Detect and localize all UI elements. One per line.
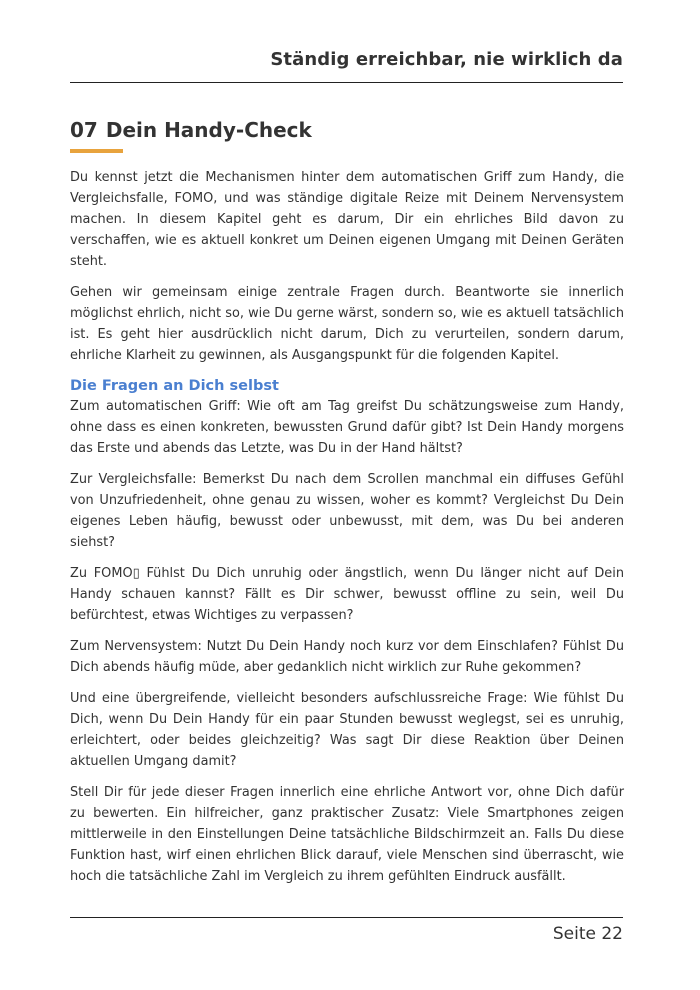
question-paragraph: Zum Nervensystem: Nutzt Du Dein Handy noch kurz vor dem Einschlafen? Fühlst Du Dich abends häufig müde, aber gedanklich nicht wirklich zur Ruhe gekommen? xyxy=(70,639,624,675)
chapter-number: 07 xyxy=(70,118,98,142)
chapter-title xyxy=(70,118,312,142)
page-content xyxy=(70,167,624,897)
running-header: Ständig erreichbar, nie wirklich da xyxy=(270,49,623,70)
closing-paragraph: Stell Dir für jede dieser Fragen innerlich eine ehrliche Antwort vor, ohne Dich dafür zu bewerten. Ein hilfreicher, ganz praktischer Zusatz: Viele Smartphones zeigen mittlerweile in den Einstellungen Deine tatsächliche Bildschirmzeit an. Falls Du diese Funktion hast, wirf einen ehrlichen Blick darauf, viele Menschen sind überrascht, wie hoch die tatsächliche Zahl im Vergleich zu ihrem gefühlten Eindruck ausfällt. xyxy=(70,785,624,884)
chapter-title-text: Dein Handy-Check xyxy=(105,118,312,142)
question-paragraph: Und eine übergreifende, vielleicht besonders aufschlussreiche Frage: Wie fühlst Du Dich, wenn Du Dein Handy für ein paar Stunden bewusst weglegst, sei es unruhig, erleichtert, oder beides gleichzeitig? Was sagt Dir diese Reaktion über Deinen aktuellen Umgang damit? xyxy=(70,691,624,769)
intro-paragraph: Gehen wir gemeinsam einige zentrale Fragen durch. Beantworte sie innerlich möglichst ehrlich, nicht so, wie Du gerne wärst, sondern so, wie es aktuell tatsächlich ist. Es geht hier ausdrücklich nicht darum, Dich zu verurteilen, sondern darum, ehrliche Klarheit zu gewinnen, als Ausgangspunkt für die folgenden Kapitel. xyxy=(70,285,624,363)
question-paragraph: Zur Vergleichsfalle: Bemerkst Du nach dem Scrollen manchmal ein diffuses Gefühl von Unzufriedenheit, ohne genau zu wissen, woher es kommt? Vergleichst Du Dein eigenes Leben häufig, bewusst oder unbewusst, mit dem, was Du bei anderen siehst? xyxy=(70,472,624,550)
title-accent-bar xyxy=(70,149,123,153)
question-paragraph: Zu FOMO▯ Fühlst Du Dich unruhig oder ängstlich, wenn Du länger nicht auf Dein Handy schauen kannst? Fällt es Dir schwer, bewusst offline zu sein, weil Du befürchtest, etwas Wichtiges zu verpassen? xyxy=(70,566,624,623)
header-divider xyxy=(70,82,623,83)
section-heading: Die Fragen an Dich selbst xyxy=(70,378,279,394)
intro-paragraph: Du kennst jetzt die Mechanismen hinter dem automatischen Griff zum Handy, die Vergleichsfalle, FOMO, und was ständige digitale Reize mit Deinem Nervensystem machen. In diesem Kapitel geht es darum, Dir ein ehrliches Bild davon zu verschaffen, wie es aktuell konkret um Deinen eigenen Umgang mit Deinen Geräten steht. xyxy=(70,170,624,269)
page-number: Seite 22 xyxy=(552,924,623,944)
question-paragraph: Zum automatischen Griff: Wie oft am Tag greifst Du schätzungsweise zum Handy, ohne dass es einen konkreten, bewussten Grund dafür gibt? Ist Dein Handy morgens das Erste und abends das Letzte, was Du in der Hand hältst? xyxy=(70,399,624,456)
footer-divider xyxy=(70,917,623,918)
